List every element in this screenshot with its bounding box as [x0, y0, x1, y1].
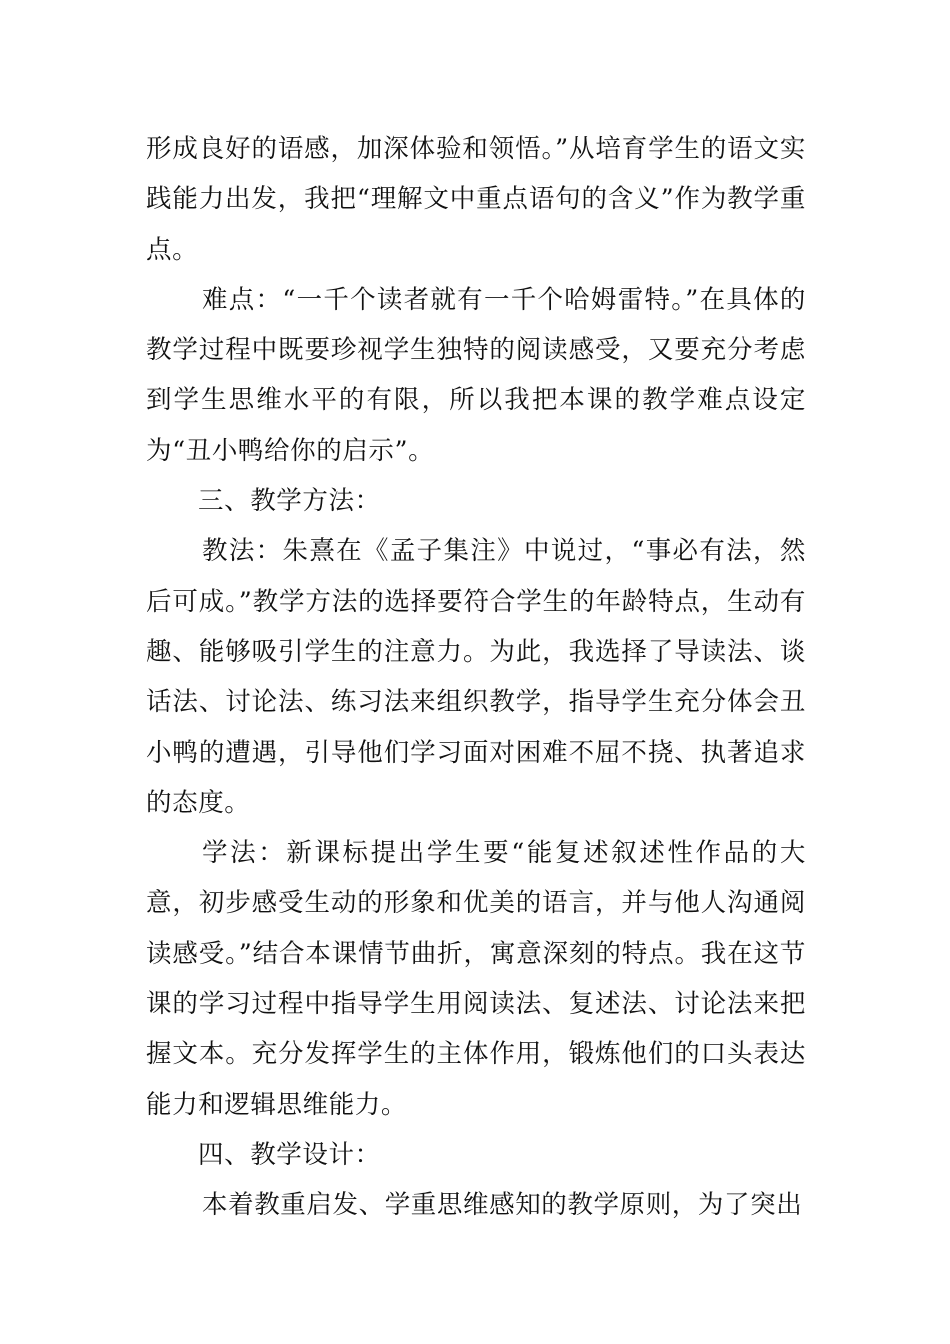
section-heading-teaching-methods: 三、教学方法：: [198, 486, 381, 517]
document-body: [146, 124, 806, 1231]
paragraph-teaching-design: 本着教重启发、学重思维感知的教学原则，为了突出: [202, 1190, 803, 1221]
section-heading-teaching-design: 四、教学设计：: [198, 1139, 381, 1170]
paragraph-difficulty: 难点：“一千个读者就有一千个哈姆雷特。”在具体的教学过程中既要珍视学生独特的阅读感受，又要充分考虑到学生思维水平的有限，所以我把本课的教学难点设定为“丑小鸭给你的启示”。: [146, 284, 806, 466]
paragraph-learning-method: 学法：新课标提出学生要“能复述叙述性作品的大意，初步感受生动的形象和优美的语言，并与他人沟通阅读感受。”结合本课情节曲折，寓意深刻的特点。我在这节课的学习过程中指导学生用阅读法、复述法、讨论法来把握文本。充分发挥学生的主体作用，锻炼他们的口头表达能力和逻辑思维能力。: [146, 838, 806, 1120]
paragraph-continuation: 形成良好的语感，加深体验和领悟。”从培育学生的语文实践能力出发，我把“理解文中重点语句的含义”作为教学重点。: [146, 134, 806, 265]
paragraph-teaching-method: 教法：朱熹在《孟子集注》中说过，“事必有法，然后可成。”教学方法的选择要符合学生的年龄特点，生动有趣、能够吸引学生的注意力。为此，我选择了导读法、谈话法、讨论法、练习法来组织教学，指导学生充分体会丑小鸭的遭遇，引导他们学习面对困难不屈不挠、执著追求的态度。: [146, 536, 806, 818]
